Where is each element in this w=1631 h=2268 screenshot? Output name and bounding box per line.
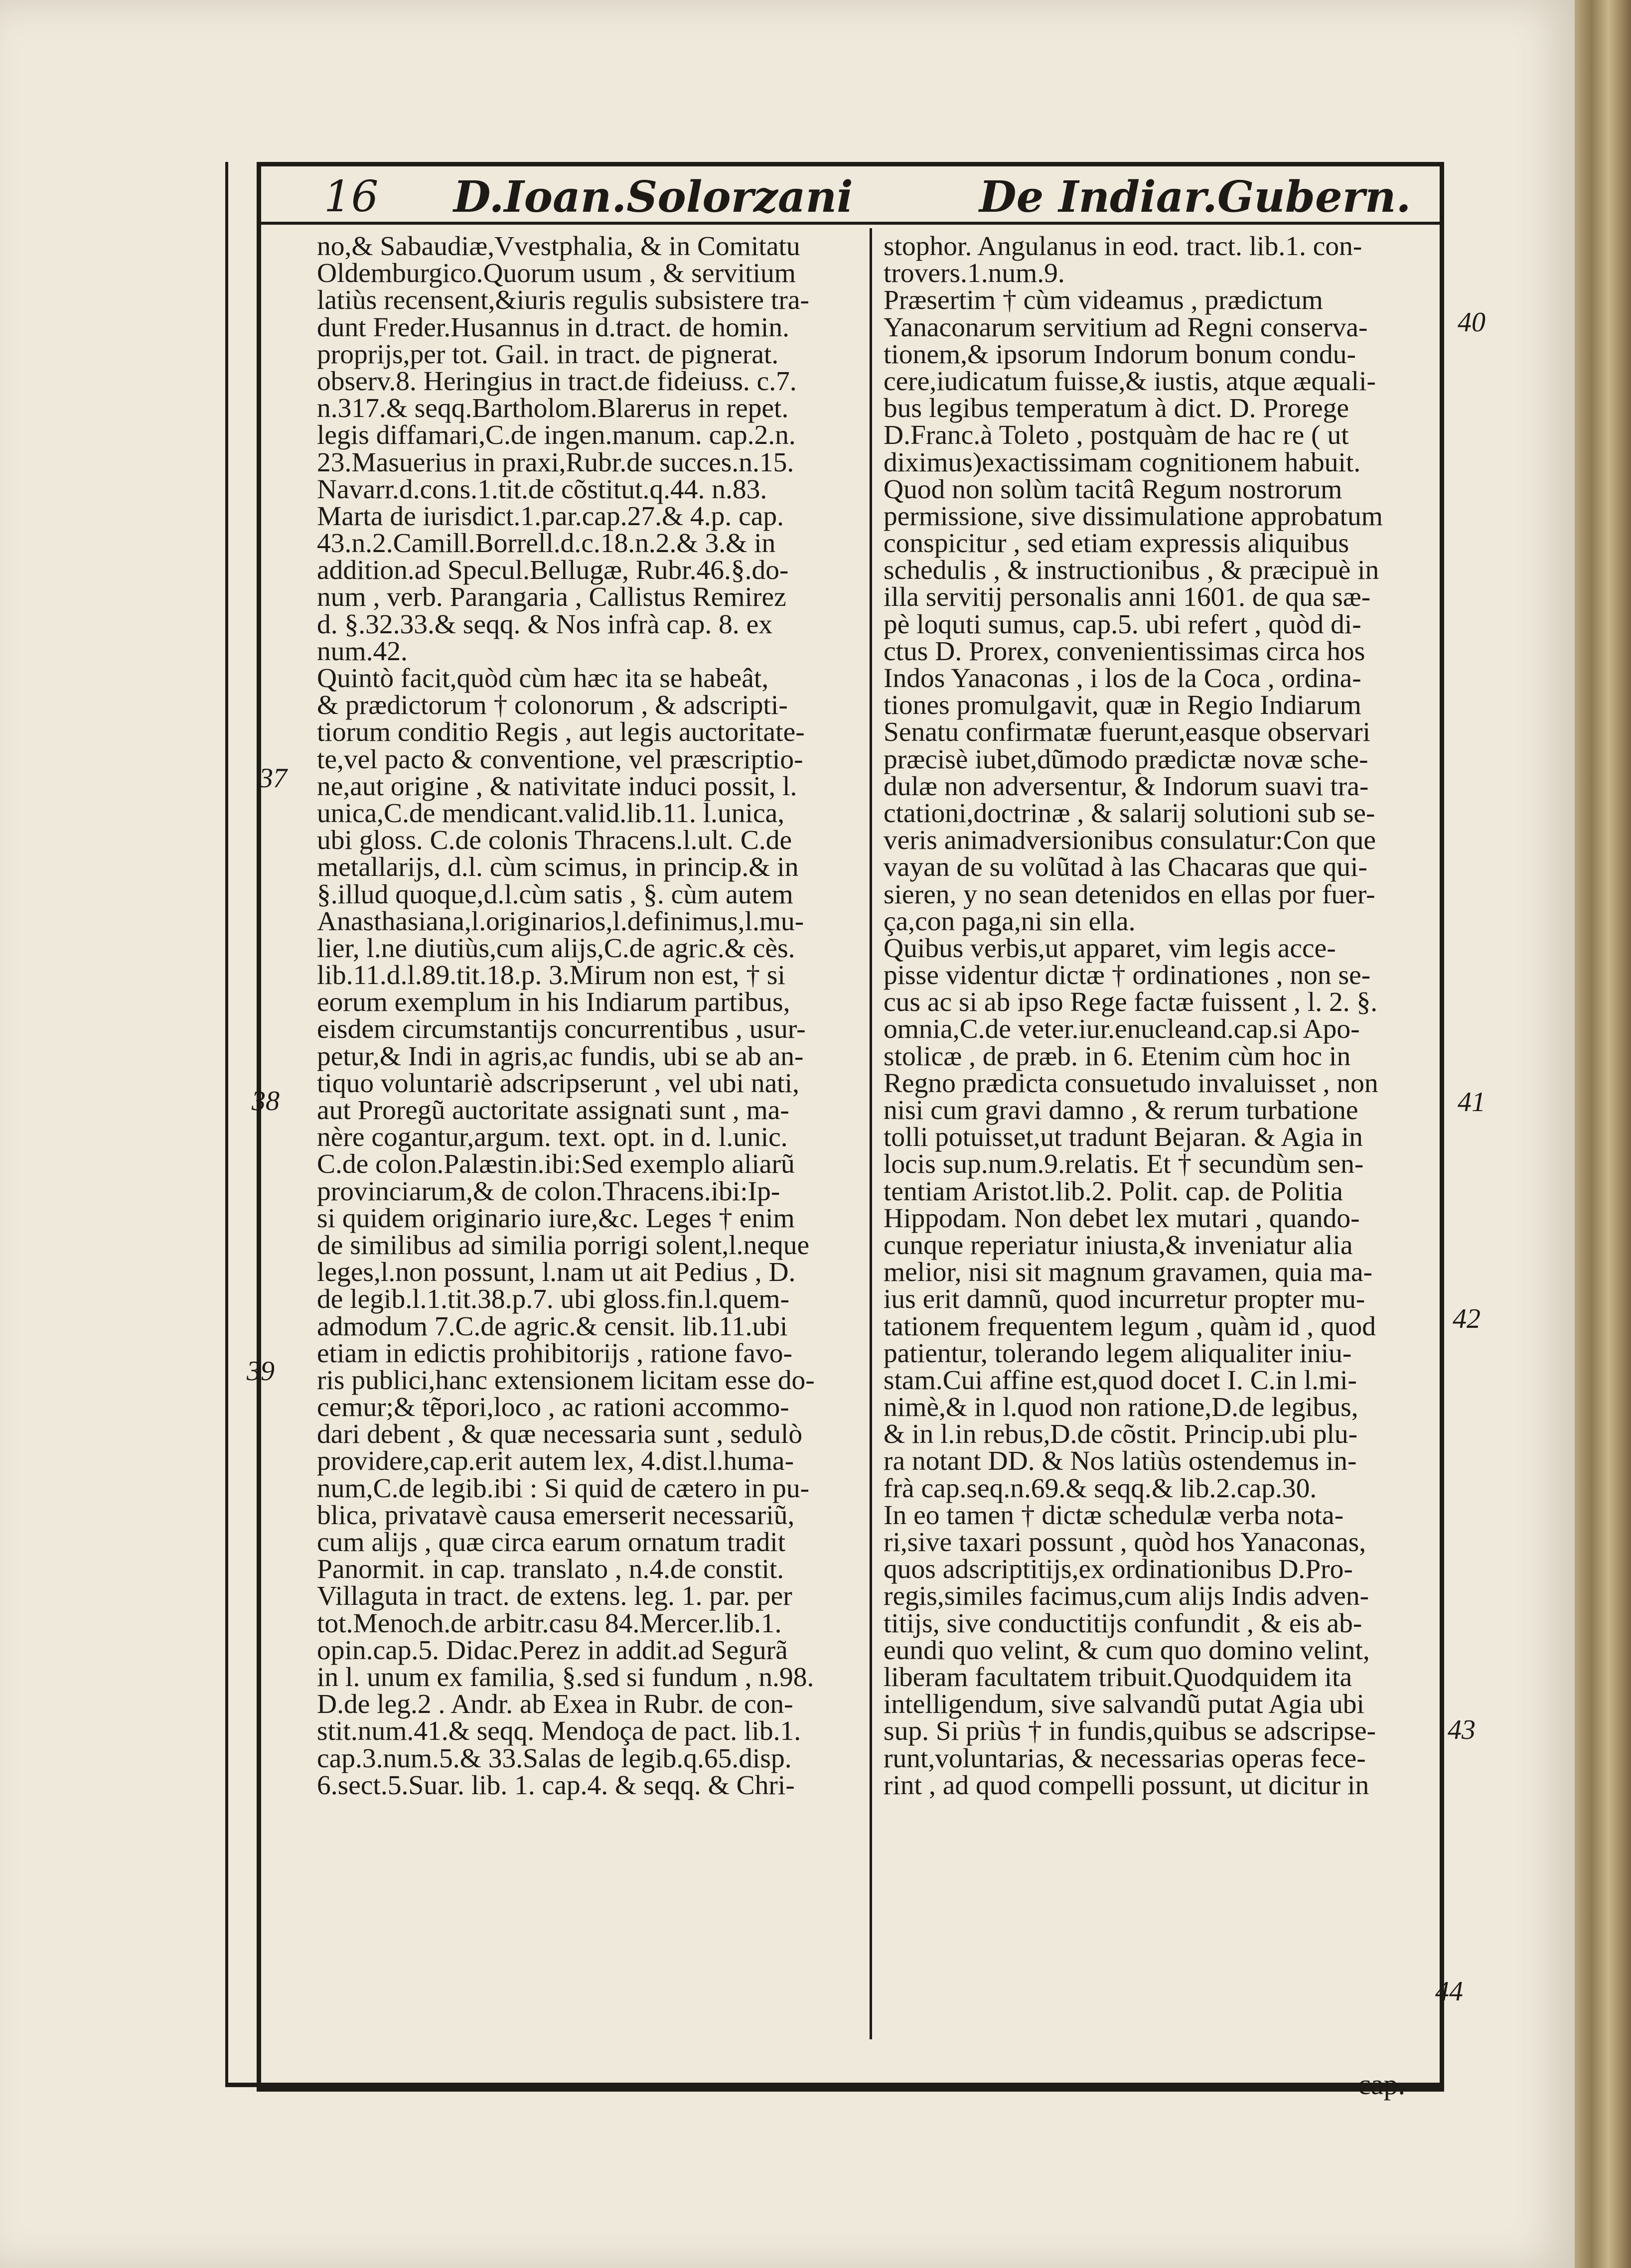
text-line: dari debent , & quæ necessaria sunt , sedulò (317, 1419, 803, 1450)
text-line: ça,con paga,ni sin ella. (884, 906, 1136, 937)
text-line: §.illud quoque,d.l.cùm satis , §. cùm autem (317, 879, 793, 910)
text-line: Quintò facit,quòd cùm hæc ita se habeât, (317, 663, 769, 694)
text-line: In eo tamen † dictæ schedulæ verba nota- (884, 1500, 1344, 1531)
page-fore-edge (1575, 0, 1631, 2268)
text-line: schedulis , & instructionibus , & præcipuè in (884, 555, 1379, 586)
text-line: de legib.l.1.tit.38.p.7. ubi gloss.fin.l.quem- (317, 1284, 790, 1315)
text-line: Oldemburgico.Quorum usum , & servitium (317, 258, 796, 289)
text-line: metallarijs, d.l. cùm scimus, in princip.& in (317, 852, 799, 883)
text-line: Senatu confirmatæ fuerunt,easque observari (884, 717, 1371, 748)
text-line: Yanaconarum servitium ad Regni conserva- (884, 312, 1368, 343)
text-line: tentiam Aristot.lib.2. Polit. cap. de Politia (884, 1176, 1343, 1207)
text-line: titijs, sive conductitijs confundit , & eis ab- (884, 1608, 1362, 1639)
text-line: veris animadversionibus consulatur:Con que (884, 825, 1376, 856)
text-line: de similibus ad similia porrigi solent,l.neque (317, 1230, 810, 1261)
text-line: sup. Si priùs † in fundis,quibus se adscripse- (884, 1716, 1376, 1747)
text-line: dunt Freder.Husannus in d.tract. de homin. (317, 312, 789, 343)
text-line: ctationi,doctrinæ , & salarij solutioni sub se- (884, 798, 1375, 829)
text-line: 43.n.2.Camill.Borrell.d.c.18.n.2.& 3.& in (317, 528, 776, 559)
text-line: conspicitur , sed etiam expressis aliquibus (884, 528, 1349, 559)
text-line: trovers.1.num.9. (884, 258, 1065, 289)
text-line: bus legibus temperatum à dict. D. Prorege (884, 393, 1349, 424)
text-line: Navarr.d.cons.1.tit.de cõstitut.q.44. n.83. (317, 474, 767, 505)
text-line: eisdem circumstantijs concurrentibus , usur- (317, 1014, 806, 1045)
text-line: tiquo voluntariè adscripserunt , vel ubi nati, (317, 1068, 799, 1099)
text-line: cemur;& tẽpori,loco , ac rationi accommo- (317, 1392, 789, 1423)
text-line: locis sup.num.9.relatis. Et † secundùm sen- (884, 1149, 1364, 1180)
text-line: dulæ non adversentur, & Indorum suavi tra- (884, 771, 1369, 802)
text-line: tionem,& ipsorum Indorum bonum condu- (884, 339, 1356, 370)
text-line: Anasthasiana,l.originarios,l.definimus,l.mu- (317, 906, 804, 937)
text-line: Quibus verbis,ut apparet, vim legis acce- (884, 933, 1336, 964)
text-line: num,C.de legib.ibi : Si quid de cætero in pu- (317, 1473, 810, 1504)
text-line: ius erit damnũ, quod incurretur propter mu- (884, 1284, 1365, 1315)
text-line: Indos Yanaconas , i los de la Coca , ordina- (884, 663, 1361, 694)
text-line: tationem frequentem legum , quàm id , quod (884, 1311, 1376, 1342)
text-line: Præsertim † cùm videamus , prædictum (884, 285, 1323, 316)
text-line: Panormit. in cap. translato , n.4.de constit. (317, 1554, 784, 1585)
page-number: 16 (324, 172, 379, 222)
text-line: vayan de su volũtad à las Chacaras que qui- (884, 852, 1367, 883)
text-line: lib.11.d.l.89.tit.18.p. 3.Mirum non est, † si (317, 960, 785, 991)
text-line: aut Proregũ auctoritate assignati sunt , ma- (317, 1095, 789, 1126)
text-line: opin.cap.5. Didac.Perez in addit.ad Segurã (317, 1635, 788, 1666)
text-line: C.de colon.Palæstin.ibi:Sed exemplo aliarũ (317, 1149, 795, 1180)
text-line: Villaguta in tract. de extens. leg. 1. par. per (317, 1581, 792, 1612)
text-line: diximus)exactissimam cognitionem habuit. (884, 447, 1361, 478)
text-line: n.317.& seqq.Bartholom.Blarerus in repet. (317, 393, 789, 424)
text-line: ri,sive taxari possunt , quòd hos Yanaconas, (884, 1527, 1366, 1558)
text-line: num.42. (317, 636, 408, 667)
text-line: si quidem originario iure,&c. Leges † enim (317, 1203, 795, 1234)
text-line: sieren, y no sean detenidos en ellas por fuer- (884, 879, 1375, 910)
text-line: tiones promulgavit, quæ in Regio Indiarum (884, 690, 1361, 721)
text-line: nère cogantur,argum. text. opt. in d. l.unic. (317, 1122, 788, 1153)
text-line: etiam in edictis prohibitorijs , ratione favo- (317, 1338, 793, 1369)
text-line: D.de leg.2 . Andr. ab Exea in Rubr. de con- (317, 1689, 793, 1720)
marginal-number-40: 40 (1458, 307, 1485, 338)
text-line: ubi gloss. C.de colonis Thracens.l.ult. C.de (317, 825, 792, 856)
text-line: Regno prædicta consuetudo invaluisset , non (884, 1068, 1378, 1099)
text-line: & prædictorum † colonorum , & adscripti- (317, 690, 788, 721)
text-line: proprijs,per tot. Gail. in tract. de pignerat. (317, 339, 779, 370)
marginal-number-43: 43 (1448, 1714, 1476, 1745)
text-line: ra notant DD. & Nos latiùs ostendemus in- (884, 1446, 1357, 1477)
text-line: pè loquti sumus, cap.5. ubi refert , quòd di- (884, 609, 1361, 640)
text-line: te,vel pacto & conventione, vel præscriptio- (317, 744, 803, 775)
text-line: ctus D. Prorex, convenientissimas circa hos (884, 636, 1365, 667)
text-line: tolli potuisset,ut tradunt Bejaran. & Agia in (884, 1122, 1363, 1153)
text-line: cap.3.num.5.& 33.Salas de legib.q.65.disp. (317, 1743, 792, 1774)
text-line: liberam facultatem tribuit.Quodquidem ita (884, 1662, 1352, 1693)
text-line: eundi quo velint, & cum quo domino velint, (884, 1635, 1370, 1666)
text-line: ne,aut origine , & nativitate induci possit, l. (317, 771, 797, 802)
text-line: regis,similes facimus,cum alijs Indis adven- (884, 1581, 1369, 1612)
text-line: Quod non solùm tacitâ Regum nostrorum (884, 474, 1342, 505)
running-head-author: D.Ioan.Solorzani (453, 172, 853, 222)
text-line: d. §.32.33.& seqq. & Nos infrà cap. 8. ex (317, 609, 773, 640)
text-line: observ.8. Heringius in tract.de fideiuss. c.7. (317, 366, 797, 397)
marginal-number-41: 41 (1458, 1087, 1485, 1118)
text-line: stophor. Angulanus in eod. tract. lib.1. con- (884, 233, 1362, 262)
text-line: melior, nisi sit magnum gravamen, quia ma- (884, 1257, 1373, 1288)
right-text-column (884, 233, 1427, 2042)
text-line: quos adscriptitijs,ex ordinationibus D.Pro- (884, 1554, 1353, 1585)
marginal-number-37: 37 (259, 763, 287, 794)
text-line: Marta de iurisdict.1.par.cap.27.& 4.p. cap. (317, 501, 784, 532)
text-line: omnia,C.de veter.iur.enucleand.cap.si Apo- (884, 1014, 1360, 1045)
text-line: lier, l.ne diutiùs,cum alijs,C.de agric.& cès. (317, 933, 795, 964)
text-line: frà cap.seq.n.69.& seqq.& lib.2.cap.30. (884, 1473, 1317, 1504)
marginal-number-38: 38 (252, 1086, 280, 1117)
text-line: providere,cap.erit autem lex, 4.dist.l.huma- (317, 1446, 794, 1477)
column-divider (870, 228, 872, 2039)
text-line: nimè,& in l.quod non ratione,D.de legibus, (884, 1392, 1358, 1423)
running-head-title: De Indiar.Gubern. (979, 172, 1411, 222)
text-line: permissione, sive dissimulatione approbatum (884, 501, 1383, 532)
text-line: in l. unum ex familia, §.sed si fundum , n.98. (317, 1662, 814, 1693)
text-line: stam.Cui affine est,quod docet I. C.in l.mi- (884, 1365, 1357, 1396)
text-line: 6.sect.5.Suar. lib. 1. cap.4. & seqq. & Chri- (317, 1770, 795, 1801)
text-line: nisi cum gravi damno , & rerum turbatione (884, 1095, 1358, 1126)
text-line: unica,C.de mendicant.valid.lib.11. l.unica, (317, 798, 785, 829)
text-line: provinciarum,& de colon.Thracens.ibi:Ip- (317, 1176, 780, 1207)
text-line: intelligendum, sive salvandũ putat Agia ubi (884, 1689, 1364, 1720)
catchword: cap. (1358, 2068, 1405, 2101)
marginal-number-39: 39 (247, 1356, 275, 1387)
text-line: cum alijs , quæ circa earum ornatum tradit (317, 1527, 786, 1558)
text-line: & in l.in rebus,D.de cõstit. Princip.ubi plu- (884, 1419, 1358, 1450)
text-line: eorum exemplum in his Indiarum partibus, (317, 987, 790, 1018)
text-line: legis diffamari,C.de ingen.manum. cap.2.n. (317, 420, 796, 451)
left-text-column (317, 233, 860, 2042)
text-line: cere,iudicatum fuisse,& iustis, atque æquali- (884, 366, 1376, 397)
text-line: num , verb. Parangaria , Callistus Remirez (317, 582, 786, 613)
text-line: rint , ad quod compelli possunt, ut dicitur in (884, 1770, 1369, 1801)
frame-bottom-rule (225, 2083, 1441, 2087)
text-line: patientur, tolerando legem aliqualiter iniu- (884, 1338, 1352, 1369)
text-line: Hippodam. Non debet lex mutari , quando- (884, 1203, 1360, 1234)
text-line: leges,l.non possunt, l.nam ut ait Pedius , D. (317, 1257, 796, 1288)
frame-left-rule (225, 162, 228, 2086)
text-line: admodum 7.C.de agric.& censit. lib.11.ubi (317, 1311, 788, 1342)
text-line: stit.num.41.& seqq. Mendoça de pact. lib.1. (317, 1716, 801, 1747)
text-line: pisse videntur dictæ † ordinationes , non se- (884, 960, 1371, 991)
marginal-number-44: 44 (1435, 1976, 1463, 2007)
text-line: cus ac si ab ipso Rege factæ fuissent , l. 2. §. (884, 987, 1378, 1018)
text-line: runt,voluntarias, & necessarias operas fece- (884, 1743, 1366, 1774)
text-line: præcisè iubet,dũmodo prædictæ novæ sche- (884, 744, 1368, 775)
text-line: no,& Sabaudiæ,Vvestphalia, & in Comitatu (317, 233, 800, 262)
text-line: latiùs recensent,&iuris regulis subsistere tra- (317, 285, 809, 316)
text-line: D.Franc.à Toleto , postquàm de hac re ( ut (884, 420, 1349, 451)
text-line: illa servitij personalis anni 1601. de qua sæ- (884, 582, 1371, 613)
text-line: petur,& Indi in agris,ac fundis, ubi se ab an- (317, 1041, 804, 1072)
text-line: tot.Menoch.de arbitr.casu 84.Mercer.lib.1. (317, 1608, 782, 1639)
marginal-number-42: 42 (1453, 1303, 1481, 1334)
text-line: addition.ad Specul.Bellugæ, Rubr.46.§.do- (317, 555, 789, 586)
text-line: blica, privatavè causa emerserit necessariũ, (317, 1500, 795, 1531)
text-line: cunque reperiatur iniusta,& inveniatur alia (884, 1230, 1353, 1261)
text-line: stolicæ , de præb. in 6. Etenim cùm hoc in (884, 1041, 1351, 1072)
text-line: tiorum conditio Regis , aut legis auctoritate- (317, 717, 805, 748)
text-line: 23.Masuerius in praxi,Rubr.de succes.n.15. (317, 447, 794, 478)
text-line: ris publici,hanc extensionem licitam esse do- (317, 1365, 815, 1396)
